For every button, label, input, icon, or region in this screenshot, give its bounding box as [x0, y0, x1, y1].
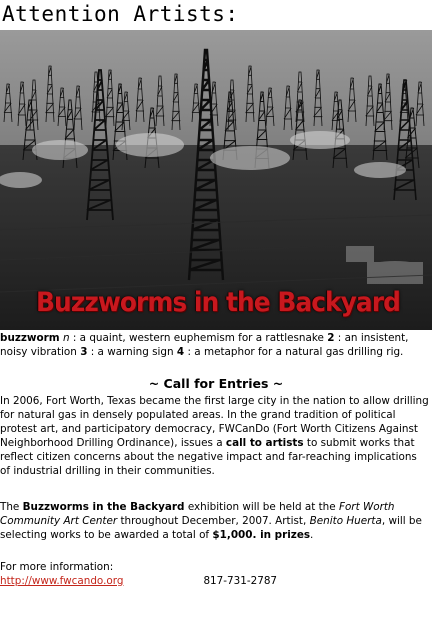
- smoke-cloud: [210, 146, 290, 170]
- prize-amount: $1,000. in prizes: [212, 529, 311, 541]
- contact-line: [0, 574, 430, 588]
- exhibition-paragraph: [0, 500, 430, 542]
- exhibition-text-5: .: [310, 529, 314, 541]
- more-info: [0, 560, 430, 588]
- smoke-cloud: [32, 140, 88, 160]
- oil-field-photo: [0, 30, 432, 330]
- exhibition-text-4: , will be selecting works to be awarded a total of: [0, 515, 422, 541]
- more-info-label: For more information:: [0, 561, 114, 573]
- definition-sense-1: : a quaint, western euphemism for a rattlesnake: [72, 332, 324, 344]
- exhibition-text-3: throughout December, 2007. Artist,: [120, 515, 307, 527]
- smoke-cloud: [290, 131, 350, 149]
- call-for-entries-heading: ~ Call for Entries ~: [148, 376, 284, 391]
- intro-text: In 2006, Fort Worth, Texas became the first large city in the nation to allow drilling for natural gas in densely populated areas. In the grand tradition of political protest art, and participatory democracy, FWCanDo (Fort Worth Citizens Against Neighborhood Drilling Ordinance), issues a: [0, 395, 429, 449]
- phone-number: 817-731-2787: [203, 575, 278, 587]
- buzzworm-definition: [0, 331, 430, 359]
- definition-pos: n: [62, 332, 70, 344]
- exhibition-text-2: exhibition will be held at the: [187, 501, 336, 513]
- definition-number-4: 4: [176, 346, 185, 358]
- intro-paragraph: [0, 394, 430, 478]
- definition-sense-3: : a warning sign: [90, 346, 174, 358]
- venue-name: Fort Worth Community Art Center: [0, 501, 395, 527]
- smoke-cloud: [0, 172, 42, 188]
- definition-number-3: 3: [80, 346, 88, 358]
- smoke-cloud: [354, 162, 406, 178]
- website-link[interactable]: http://www.fwcando.org: [0, 575, 124, 587]
- definition-word: buzzworm: [0, 332, 60, 344]
- banner-title: Buzzworms in the Backyard: [36, 287, 400, 318]
- intro-text-end: to submit works that reflect citizen concerns about the negative impact and far-reaching implications of industrial drilling in their communities.: [0, 437, 417, 477]
- definition-number-2: 2: [327, 332, 335, 344]
- page-heading: Attention Artists:: [2, 2, 239, 26]
- artist-name: Benito Huerta: [309, 515, 382, 527]
- call-to-artists: call to artists: [225, 437, 304, 449]
- exhibition-name: Buzzworms in the Backyard: [22, 501, 185, 513]
- smoke-cloud: [116, 133, 184, 157]
- exhibition-text-1: The: [0, 501, 20, 513]
- definition-sense-4: : a metaphor for a natural gas drilling rig.: [187, 346, 404, 358]
- definition-sense-2: : an insistent, noisy vibration: [0, 332, 409, 358]
